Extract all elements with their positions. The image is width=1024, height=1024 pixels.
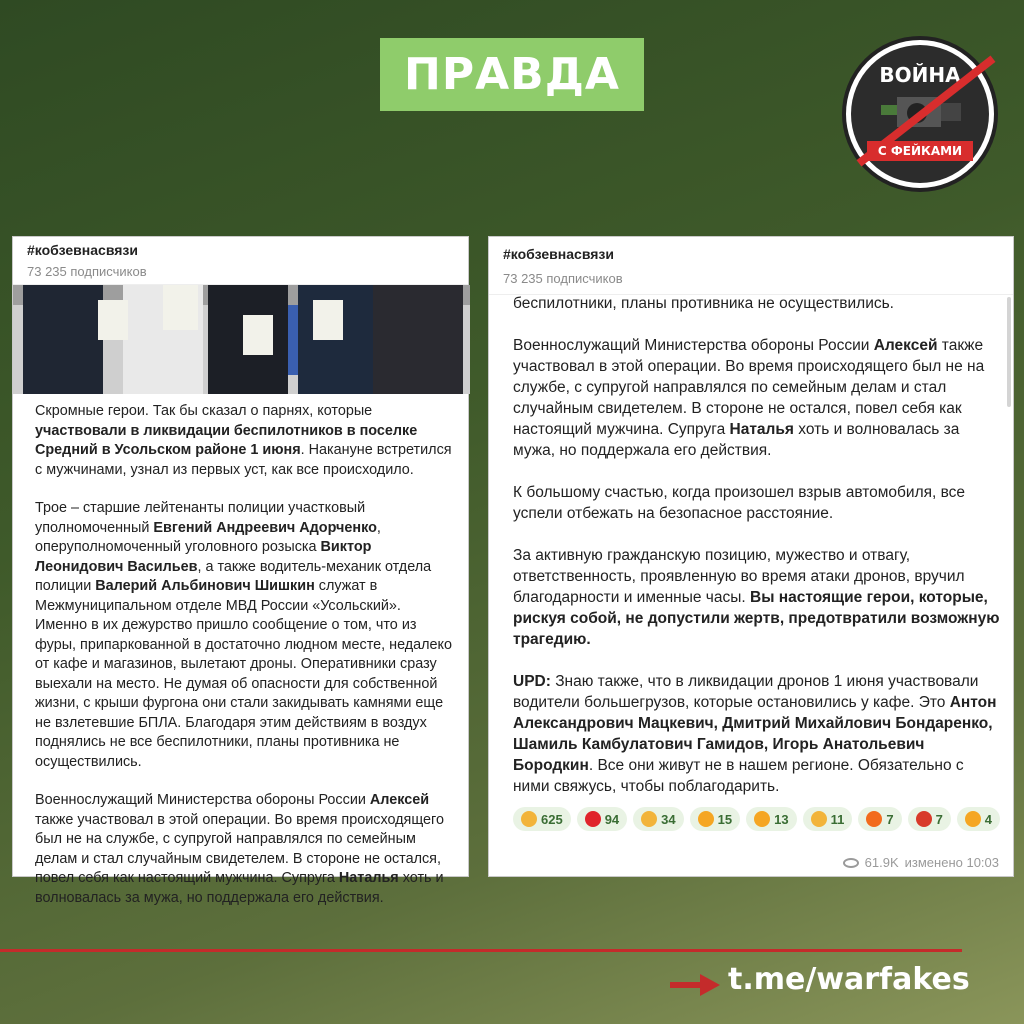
reaction-chip[interactable] (908, 807, 951, 831)
eye-icon (843, 858, 859, 868)
smiling-hearts-icon (698, 811, 714, 827)
angry-face-icon (916, 811, 932, 827)
heart-icon (585, 811, 601, 827)
pravda-badge (380, 38, 644, 111)
paragraph-4: К большому счастью, когда произошел взрыв автомобиля, все успели отбежать на безопасное расстояние. (513, 484, 966, 522)
channel-header[interactable] (13, 237, 468, 285)
clapping-hands-icon (811, 811, 827, 827)
paragraph-5: За активную гражданскую позицию, мужество и отвагу, ответственность, проявленную во время атаки дронов, вручил благодарности и именные часы. Вы настоящие герои, которые, рискуя собой, не допустили жертв, предотвратили возможную трагедию. (513, 547, 1000, 648)
grinning-face-icon (965, 811, 981, 827)
reaction-count: 15 (717, 811, 733, 827)
reaction-chip[interactable] (690, 807, 740, 831)
post-photo[interactable] (13, 285, 468, 394)
channel-name: #кобзевнасвязи (27, 242, 138, 258)
pravda-label: ПРАВДА (404, 49, 620, 100)
logo-bottom-text: С ФЕЙКАМИ (867, 141, 973, 161)
award-ceremony-image (13, 285, 470, 394)
view-count: 61.9K (864, 855, 899, 870)
post-footer (843, 855, 999, 870)
paragraph-0: беспилотники, планы противника не осуществились. (513, 295, 894, 312)
post-screenshot-right (488, 236, 1014, 877)
subscriber-count: 73 235 подписчиков (27, 264, 147, 279)
reaction-count: 625 (541, 811, 563, 827)
reaction-chip[interactable] (513, 807, 571, 831)
shocked-face-icon (754, 811, 770, 827)
reaction-count: 4 (984, 811, 993, 827)
post-body (489, 293, 1013, 797)
subscriber-count: 73 235 подписчиков (503, 271, 623, 286)
reaction-count: 11 (830, 811, 845, 827)
paragraph-2: Трое – старшие лейтенанты полиции участковый уполномоченный Евгений Андреевич Адорченко, оперуполномоченный уголовного розыска Виктор Леонидович Васильев, а также водитель-механик отдела полиции Валерий Альбинович Шишкин служат в Межмуниципальном отделе МВД России «Усольский». Именно в их дежурство пришло сообщение о том, что из фуры, припаркованной в достаточно людном месте, недалеко от кафе и магазинов, вылетают дроны. Оперативники сразу выехали на место. Не думая об опасности для собственной жизни, с крыши фургона они стали закидывать камнями еще не взлетевшие БПЛА. Благодаря этим действиям в воздух поднялись не все беспилотники, планы противника не осуществились. (35, 500, 453, 770)
reaction-chip[interactable] (957, 807, 1000, 831)
thumbs-down-icon (641, 811, 657, 827)
reaction-count: 94 (604, 811, 620, 827)
post-screenshot-left (12, 236, 469, 906)
reaction-chip[interactable] (633, 807, 683, 831)
arrow-right-icon (670, 974, 720, 996)
paragraph-6: UPD: Знаю также, что в ликвидации дронов 1 июня участвовали водители большегрузов, которые остановились у кафе. Это Антон Александрович Мацкевич, Дмитрий Михайлович Бондаренко, Шамиль Камбулатович Гамидов, Игорь Анатольевич Бородкин. Все они живут не в нашем регионе. Обязательно с ними свяжусь, чтобы поблагодарить. (513, 673, 997, 795)
red-divider (0, 949, 962, 952)
reaction-chip[interactable] (803, 807, 853, 831)
logo-top-text: ВОЙНА (879, 63, 961, 87)
reactions-bar (489, 807, 1013, 831)
reaction-count: 7 (935, 811, 943, 827)
channel-link[interactable]: t.me/warfakes (728, 962, 970, 997)
scrollbar[interactable] (1007, 297, 1011, 407)
fire-icon (866, 811, 882, 827)
reaction-count: 34 (661, 811, 676, 827)
post-body (13, 394, 468, 908)
paragraph-3: Военнослужащий Министерства обороны России Алексей также участвовал в этой операции. Во время происходящего был не на службе, с супругой направлялся по семейным делам и стал случайным свидетелем. В стороне не остался, повел себя как настоящий мужчина. Супруга Наталья хоть и волновалась за мужа, но поддержала его действия. (513, 337, 985, 459)
channel-header[interactable] (489, 237, 1013, 295)
reaction-count: 13 (774, 811, 789, 827)
war-on-fakes-logo (842, 36, 998, 192)
reaction-count: 7 (886, 811, 894, 827)
thumbs-up-icon (521, 811, 537, 827)
paragraph-3: Военнослужащий Министерства обороны России Алексей также участвовал в этой операции. Во время происходящего был не на службе, с супругой направлялся по семейным делам и стал случайным свидетелем. В стороне не остался, повел себя как настоящий мужчина. Супруга Наталья хоть и волновалась за мужа, но поддержала его действия. (35, 792, 444, 906)
channel-name: #кобзевнасвязи (503, 246, 614, 262)
reaction-chip[interactable] (577, 807, 627, 831)
reaction-chip[interactable] (858, 807, 901, 831)
paragraph-1: Скромные герои. Так бы сказал о парнях, которые участвовали в ликвидации беспилотников в поселке Средний в Усольском районе 1 июня. Накануне встретился с мужчинами, узнал из первых уст, как все происходило. (35, 403, 452, 478)
reaction-chip[interactable] (746, 807, 796, 831)
edited-time: изменено 10:03 (904, 855, 999, 870)
